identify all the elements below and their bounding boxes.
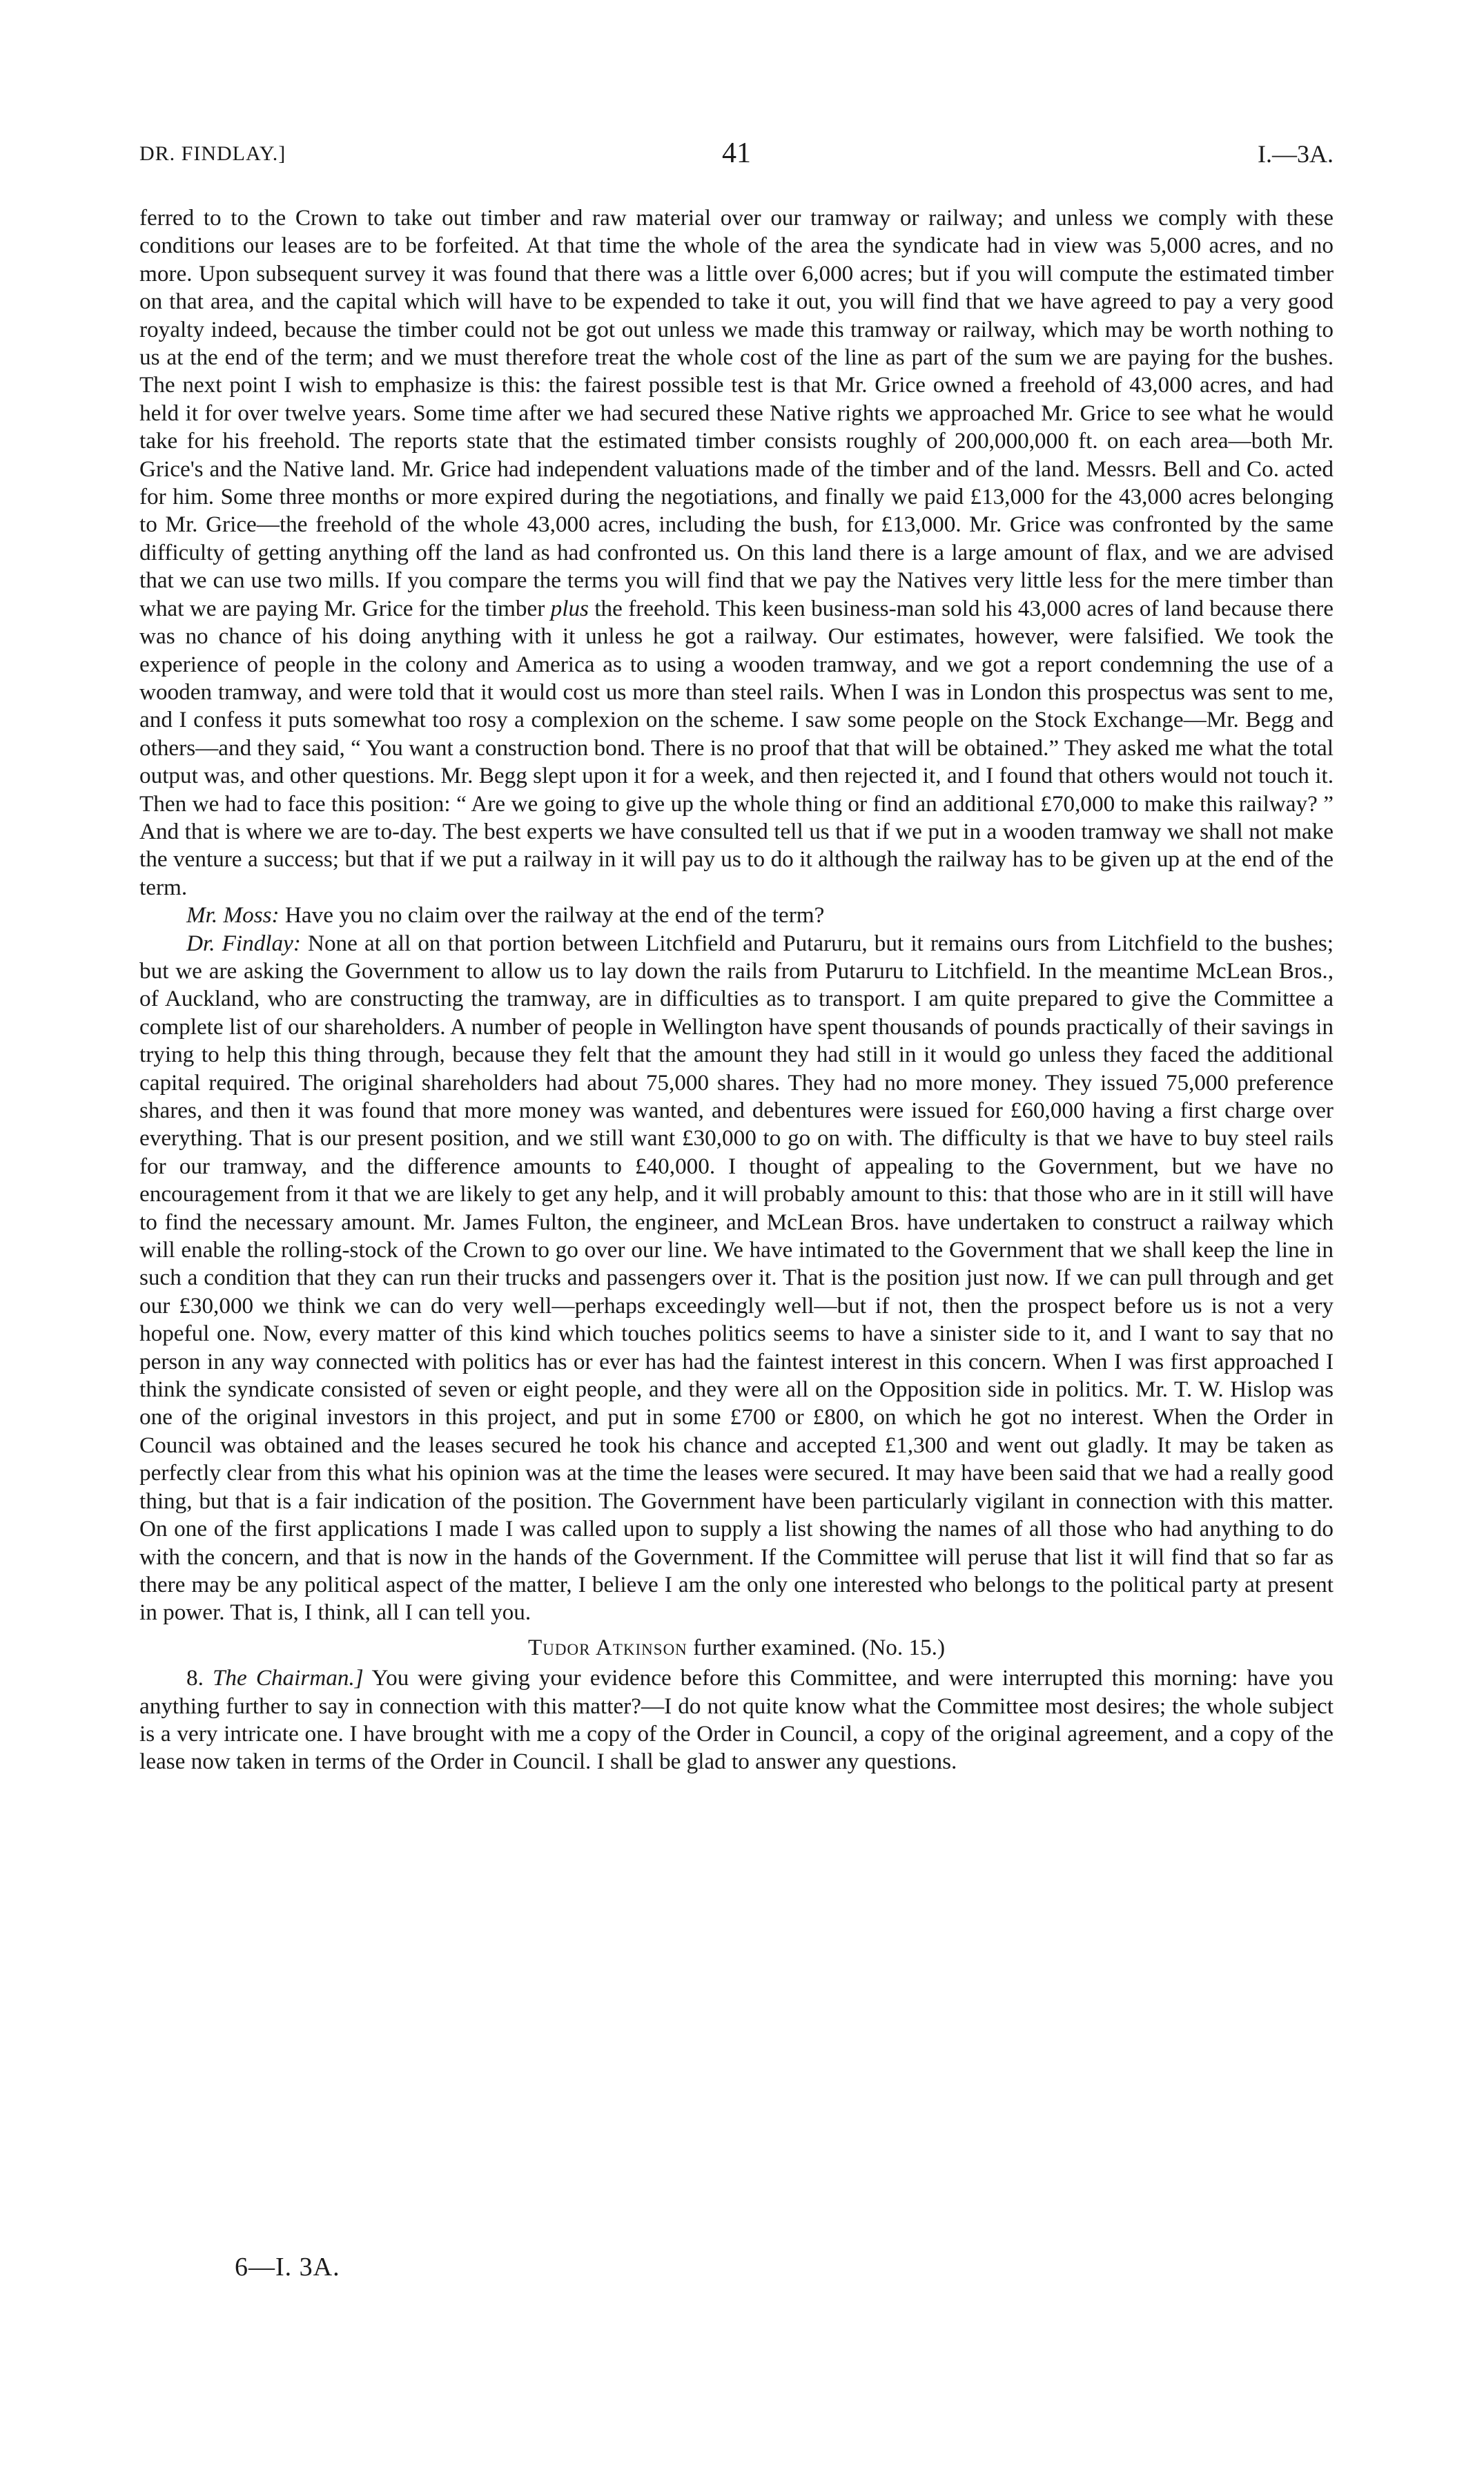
paragraph-continued <box>139 204 1334 902</box>
page-header <box>139 137 1334 178</box>
witness-heading <box>139 1634 1334 1662</box>
evidence-body <box>139 204 1334 1776</box>
question-8-text: You were giving your evidence before this Committee, and were interrupted this morning: have you anything further to say in connection with this matter?—I do not quite know what the Committee most desires; the whole subject is a very intricate one. I have brought with me a copy of the Order in Council, a copy of the original agreement, and a copy of the lease now taken in terms of the Order in Council. I shall be glad to answer any questions. <box>139 1665 1334 1775</box>
findlay-answer: None at all on that portion between Litchfield and Putaruru, but it remains ours from Litchfield to the bushes; but we are asking the Government to allow us to lay down the rails from Putaruru to Litchfield. In the meantime McLean Bros., of Auckland, who are constructing the tramway, are in difficulties as to transport. I am quite prepared to give the Committee a complete list of our shareholders. A number of people in Wellington have spent thousands of pounds practically of their savings in trying to help this thing through, because they felt that the amount they had still in it would go unless they faced the additional capital required. The original shareholders had about 75,000 shares. They had no more money. They issued 75,000 preference shares, and then it was found that more money was wanted, and debentures were issued for £60,000 having a first charge over everything. That is our present position, and we still want £30,000 to go on with. The difficulty is that we have to buy steel rails for our tramway, and the difference amounts to £40,000. I thought of appealing to the Government, but we have no encouragement from it that we are likely to get any help, and it will probably amount to this: that those who are in it still will have to find the necessary amount. Mr. James Fulton, the engineer, and McLean Bros. have undertaken to construct a railway which will enable the rolling-stock of the Crown to go over our line. We have intimated to the Government that we shall keep the line in such a condition that they can run their trucks and passengers over it. That is the position just now. If we can pull through and get our £30,000 we think we can do very well—perhaps exceedingly well—but if not, then the prospect before us is not a very hopeful one. Now, every matter of this kind which touches politics seems to have a sinister side to it, and I want to say that no person in any way connected with politics has or ever has had the faintest interest in this concern. When I was first approached I think the syndicate consisted of seven or eight people, and they were all on the Opposition side in politics. Mr. T. W. Hislop was one of the original investors in this project, and put in some £700 or £800, on which he got no interest. When the Order in Council was obtained and the leases secured he took his chance and accepted £1,300 and went out gladly. It may be taken as perfectly clear from this what his opinion was at the time the leases were secured. It may have been said that we had a really good thing, but that is a fair indication of the position. The Government have been particularly vigilant in connection with this matter. On one of the first applications I made I was called upon to supply a list showing the names of all those who had anything to do with the concern, and that is now in the hands of the Government. If the Committee will peruse that list it will find that so far as there may be any political aspect of the matter, I believe I am the only one interested who belongs to the political party at present in power. That is, I think, all I can tell you. <box>139 930 1334 1626</box>
exchange-moss <box>139 902 1334 929</box>
question-8 <box>139 1664 1334 1776</box>
page-number: 41 <box>722 137 751 169</box>
speaker-moss: Mr. Moss: <box>186 902 280 929</box>
witness-name: Tudor Atkinson <box>527 1634 687 1660</box>
paragraph-text: ferred to to the Crown to take out timber and raw material over our tramway or railway; and unless we comply with these conditions our leases are to be forfeited. At that time the whole of the area the syndicate had in view was 5,000 acres, and no more. Upon subsequent survey it was found that there was a little over 6,000 acres; but if you will compute the estimated timber on that area, and the capital which will have to be expended to take it out, you will find that we have agreed to pay a very good royalty indeed, because the timber could not be got out unless we made this tramway or railway, which may be worth nothing to us at the end of the term; and we must therefore treat the whole cost of the line as part of the sum we are paying for the bushes. The next point I wish to emphasize is this: the fairest possible test is that Mr. Grice owned a freehold of 43,000 acres, and had held it for over twelve years. Some time after we had secured these Native rights we approached Mr. Grice to see what he would take for his freehold. The reports state that the estimated timber consists roughly of 200,000,000 ft. on each area—both Mr. Grice's and the Native land. Mr. Grice had independent valuations made of the timber and of the land. Messrs. Bell and Co. acted for him. Some three months or more expired during the negotiations, and finally we paid £13,000 for the 43,000 acres belonging to Mr. Grice—the freehold of the whole 43,000 acres, including the bush, for £13,000. Mr. Grice was confronted by the same difficulty of getting anything off the land as had confronted us. On this land there is a large amount of flax, and we are advised that we can use two mills. If you compare the terms you will find that we pay the Natives very little less for the mere timber than what we are paying Mr. Grice for the timber <box>139 205 1334 621</box>
paragraph-text-after: the freehold. This keen business-man sold his 43,000 acres of land because there was no chance of his doing anything with it unless he got a railway. Our estimates, however, were falsified. We took the experience of people in the colony and America as to using a wooden tramway, and we got a report condemning the use of a wooden tramway, and were told that it would cost us more than steel rails. When I was in London this prospectus was sent to me, and I confess it puts somewhat too rosy a complexion on the scheme. I saw some people on the Stock Exchange—Mr. Begg and others—and they said, “ You want a construction bond. There is no proof that that will be obtained.” They asked me what the total output was, and other questions. Mr. Begg slept upon it for a week, and then rejected it, and I found that others would not touch it. Then we had to face this position: “ Are we going to give up the whole thing or find an additional £70,000 to make this railway? ” And that is where we are to-day. The best experts we have consulted tell us that if we put in a wooden tramway we shall not make the venture a success; but that if we put a railway in it will pay us to do it although the railway has to be given up at the end of the term. <box>139 595 1334 900</box>
speaker-findlay: Dr. Findlay: <box>186 930 301 956</box>
moss-question: Have you no claim over the railway at the end of the term? <box>284 902 825 929</box>
witness-heading-rest: further examined. (No. 15.) <box>693 1634 946 1660</box>
paper-reference: I.—3A. <box>1258 140 1334 168</box>
italic-plus: plus <box>550 595 589 621</box>
signature-mark: 6—I. 3A. <box>235 2253 340 2282</box>
exchange-findlay <box>139 930 1334 1627</box>
speaker-chairman: The Chairman.] <box>212 1665 364 1691</box>
header-witness-name: DR. FINDLAY.] <box>139 142 286 165</box>
question-number: 8. <box>186 1665 204 1691</box>
